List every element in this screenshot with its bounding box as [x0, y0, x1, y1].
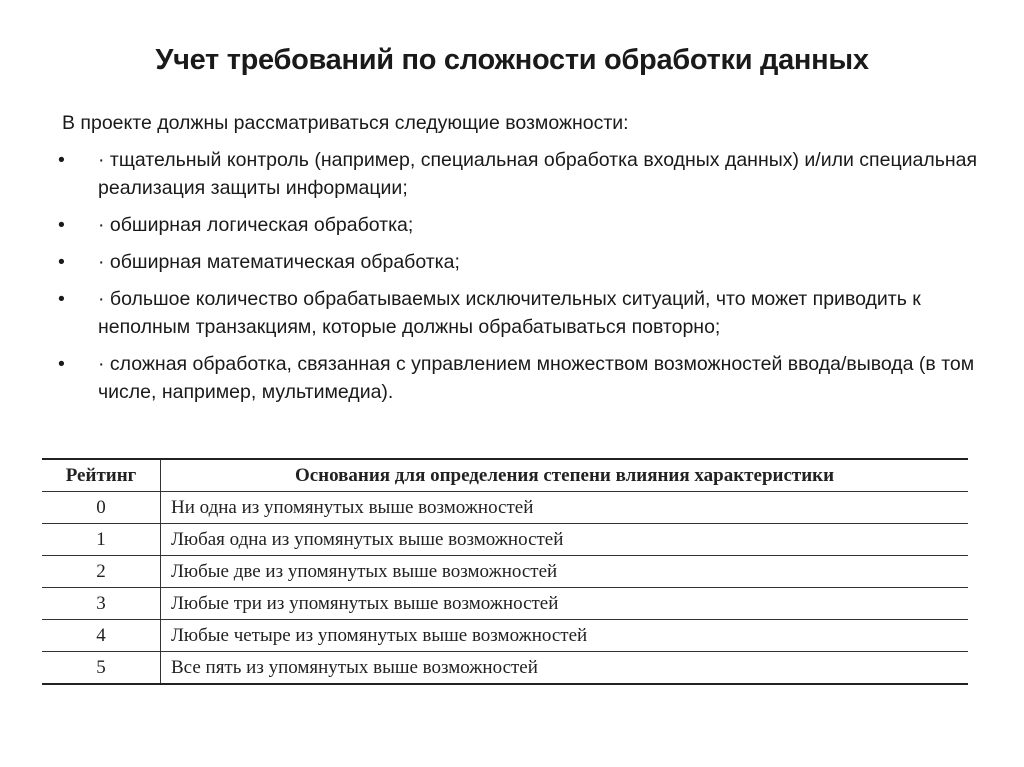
table-row — [42, 556, 968, 588]
bullet-text: · сложная обработка, связанная с управлением множеством возможностей ввода/вывода (в том числе, например, мультимедиа). — [98, 353, 975, 403]
basis-cell: Все пять из упомянутых выше возможностей — [161, 652, 969, 685]
rating-table — [42, 458, 968, 685]
basis-cell: Любые две из упомянутых выше возможностей — [161, 556, 969, 588]
list-item — [58, 285, 978, 341]
rating-cell: 0 — [42, 492, 161, 524]
list-item — [58, 350, 978, 406]
intro-text: В проекте должны рассматриваться следующие возможности: — [62, 112, 629, 134]
header-basis: Основания для определения степени влияния характеристики — [161, 459, 969, 492]
rating-cell: 4 — [42, 620, 161, 652]
bullet-icon: • — [58, 288, 65, 310]
bullet-icon: • — [58, 214, 65, 236]
list-item — [58, 211, 978, 239]
table-row — [42, 588, 968, 620]
list-item — [58, 248, 978, 276]
rating-cell: 5 — [42, 652, 161, 685]
bullet-text: · тщательный контроль (например, специальная обработка входных данных) и/или специальная реализация защиты информации; — [98, 149, 978, 199]
table-row — [42, 524, 968, 556]
bullet-icon: • — [58, 353, 65, 375]
bullet-text: · обширная математическая обработка; — [98, 251, 460, 273]
rating-cell: 3 — [42, 588, 161, 620]
table-row — [42, 620, 968, 652]
table-header-row — [42, 459, 968, 492]
list-item — [58, 146, 978, 202]
slide-title: Учет требований по сложности обработки данных — [155, 44, 869, 76]
bullet-icon: • — [58, 149, 65, 171]
rating-cell: 2 — [42, 556, 161, 588]
bullet-text: · большое количество обрабатываемых исключительных ситуаций, что может приводить к неполным транзакциям, которые должны обрабатываться повторно; — [98, 288, 921, 338]
bullet-icon: • — [58, 251, 65, 273]
table-row — [42, 492, 968, 524]
basis-cell: Любые четыре из упомянутых выше возможностей — [161, 620, 969, 652]
bullet-list — [58, 146, 978, 415]
basis-cell: Любая одна из упомянутых выше возможностей — [161, 524, 969, 556]
header-rating: Рейтинг — [42, 459, 161, 492]
bullet-text: · обширная логическая обработка; — [98, 214, 414, 236]
rating-cell: 1 — [42, 524, 161, 556]
basis-cell: Любые три из упомянутых выше возможностей — [161, 588, 969, 620]
basis-cell: Ни одна из упомянутых выше возможностей — [161, 492, 969, 524]
table-row — [42, 652, 968, 685]
